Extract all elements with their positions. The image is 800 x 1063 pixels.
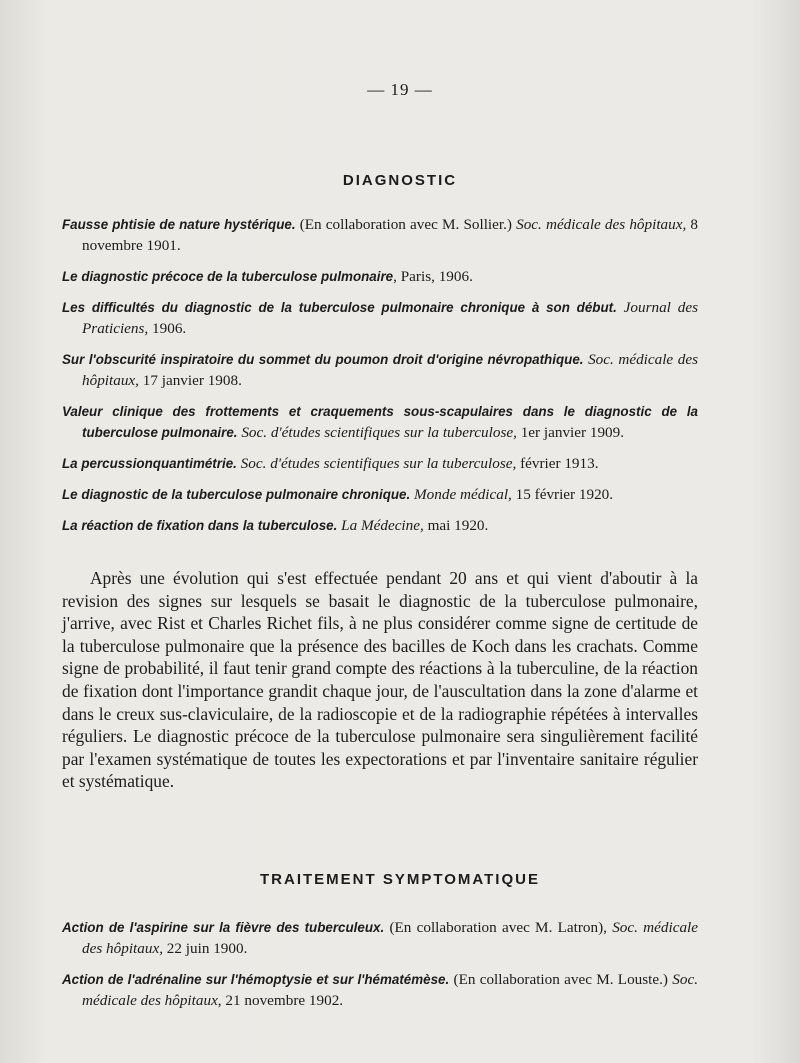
entry-title: Fausse phtisie de nature hystérique.: [62, 217, 296, 232]
bibliography-entry: [62, 453, 698, 474]
section-heading-diagnostic: DIAGNOSTIC: [342, 172, 458, 189]
entry-title: Valeur clinique des frottements et craquements sous-scapulaires dans le diagnostic de la tuberculose pulmonaire.: [62, 404, 698, 440]
entry-date: 8 novembre 1901.: [82, 216, 699, 254]
entry-date: 17 janvier 1908.: [138, 372, 242, 389]
entry-journal: Soc. médicale des hôpitaux,: [82, 351, 698, 389]
bibliography-entry: [62, 297, 698, 339]
entry-text: (En collaboration avec M. Sollier.): [295, 216, 517, 233]
entry-title: Le diagnostic de la tuberculose pulmonaire chronique.: [62, 487, 411, 502]
bibliography-entry: [62, 401, 698, 443]
entry-text: [617, 299, 624, 316]
bibliography-entry: [62, 484, 698, 505]
entry-journal: Monde médical,: [414, 486, 512, 503]
entry-date: mai 1920.: [423, 517, 489, 534]
entry-title: Le diagnostic précoce de la tuberculose pulmonaire: [62, 269, 394, 284]
entry-date: 22 juin 1900.: [163, 940, 248, 957]
entry-title: La réaction de fixation dans la tuberculose.: [62, 518, 338, 533]
entry-title: Sur l'obscurité inspiratoire du sommet du poumon droit d'origine névropathique.: [62, 352, 584, 367]
entry-text: (En collaboration avec M. Louste.): [449, 971, 673, 988]
entry-date: février 1913.: [516, 455, 599, 472]
entry-journal: Soc. d'études scientifiques sur la tuberculose,: [241, 424, 517, 441]
entry-title: Les difficultés du diagnostic de la tuberculose pulmonaire chronique à son début.: [62, 300, 617, 315]
entry-title: La percussionquantimétrie.: [62, 456, 237, 471]
entry-title: Action de l'adrénaline sur l'hémoptysie et sur l'hématémèse.: [62, 972, 450, 987]
entry-text: , Paris, 1906.: [393, 268, 473, 285]
bibliography-entry: [62, 917, 698, 959]
body-paragraph: Après une évolution qui s'est effectuée pendant 20 ans et qui vient d'aboutir à la revision des signes sur lesquels se basait le diagnostic de la tuberculose pulmonaire, j'arrive, avec Rist et Charles Richet fils, à ne plus considérer comme signe de certitude de la tuberculose pulmonaire que la présence des bacilles de Koch dans les crachats. Comme signe de probabilité, il faut tenir grand compte des réactions à la tuberculine, de la réaction de fixation dont l'importance grandit chaque jour, de l'auscultation dans la zone d'alarme et dans le creux sus-claviculaire, de la radioscopie et de la radiographie répétées à intervalles réguliers. Le diagnostic précoce de la tuberculose pulmonaire sera singulièrement facilité par l'examen systématique de toutes les expectorations et par l'inventaire sanitaire régulier et systématique.: [62, 568, 698, 792]
entry-journal: Soc. d'études scientifiques sur la tuberculose,: [240, 455, 517, 472]
entry-title: Action de l'aspirine sur la fièvre des tuberculeux.: [62, 920, 385, 935]
bibliography-entry: [62, 266, 698, 287]
bibliography-entry: [62, 214, 698, 256]
page-number: — 19 —: [367, 80, 433, 99]
diagnostic-entries: [62, 214, 698, 546]
entry-journal: Soc. médicale des hôpitaux,: [82, 919, 698, 957]
entry-date: 1906.: [148, 320, 187, 337]
entry-journal: Journal des Praticiens,: [82, 299, 698, 337]
entry-journal: La Médecine,: [341, 517, 424, 534]
entry-date: 15 février 1920.: [511, 486, 614, 503]
entry-journal: Soc. médicale des hôpitaux,: [516, 216, 687, 233]
bibliography-entry: [62, 515, 698, 536]
entry-date: 21 novembre 1902.: [221, 992, 344, 1009]
bibliography-entry: [62, 969, 698, 1011]
bibliography-entry: [62, 349, 698, 391]
entry-text: (En collaboration avec M. Latron),: [384, 919, 613, 936]
entry-journal: Soc. médicale des hôpitaux,: [82, 971, 698, 1009]
entry-date: 1er janvier 1909.: [516, 424, 625, 441]
traitement-entries: [62, 917, 698, 1021]
section-heading-traitement: TRAITEMENT SYMPTOMATIQUE: [260, 871, 540, 888]
